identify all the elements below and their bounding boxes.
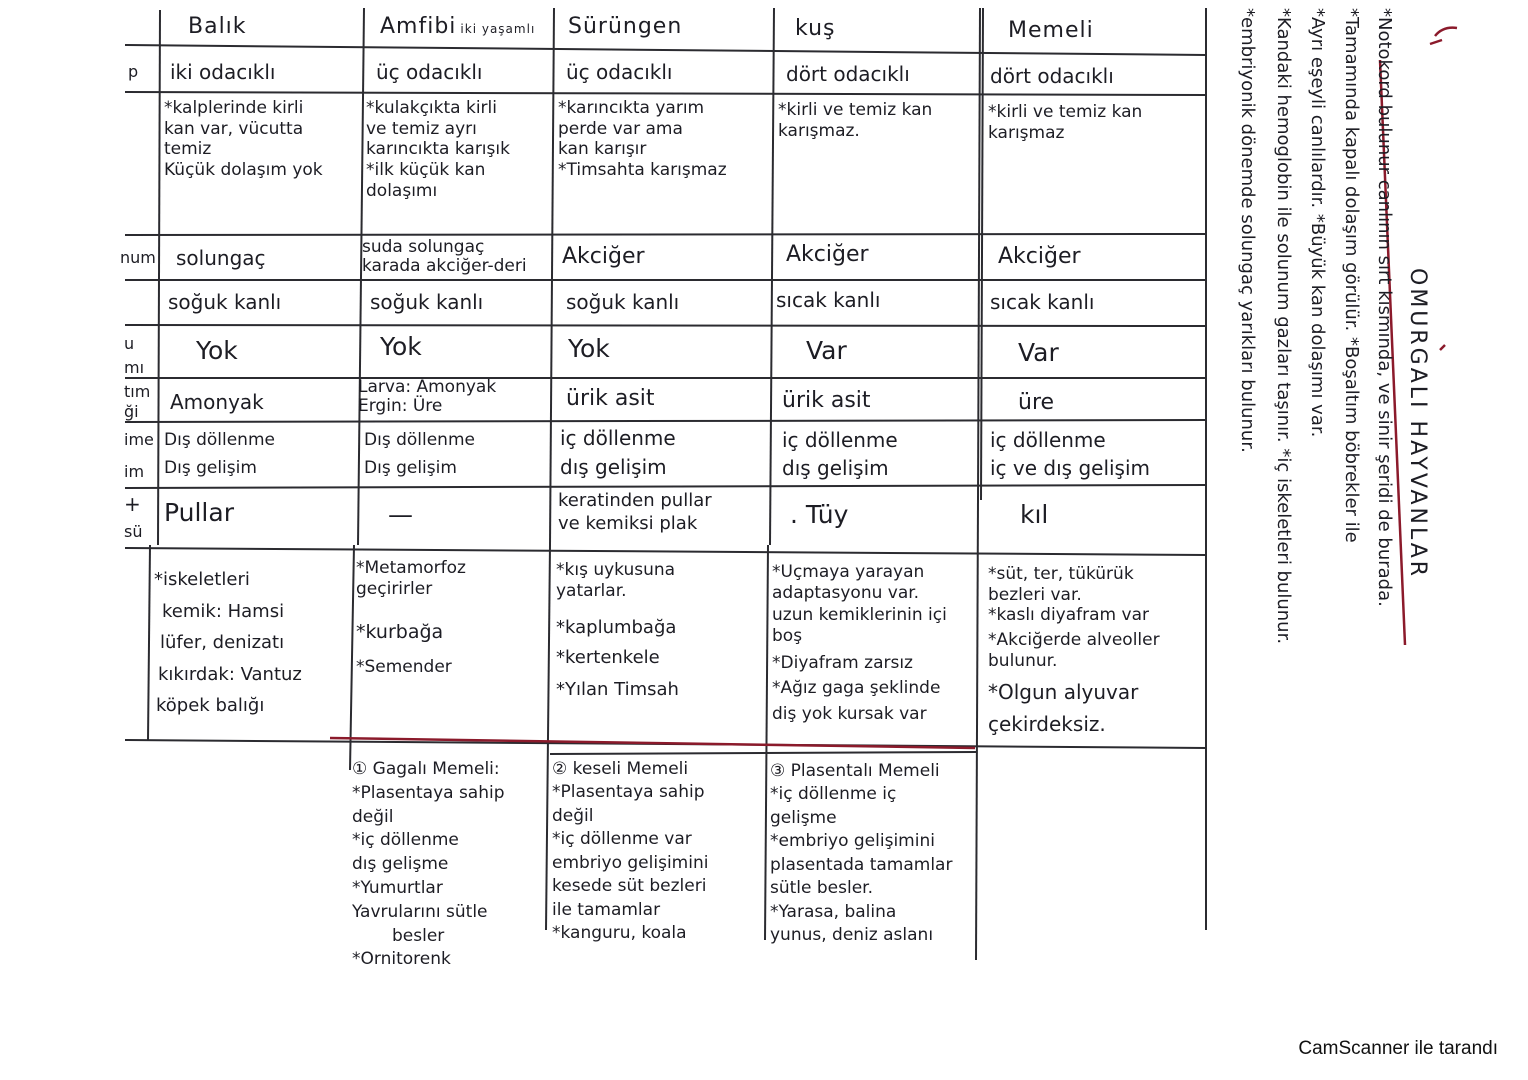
- plasentali-memeli-line: plasentada tamamlar: [770, 854, 953, 875]
- ozellik-balik-line: köpek balığı: [156, 695, 265, 716]
- ozellik-surungen-line: *Yılan Timsah: [556, 679, 679, 701]
- row5-balik: Yok: [196, 336, 238, 365]
- keseli-memeli-line: embriyo gelişimini: [552, 852, 709, 873]
- kan-balik-line: *kalplerinde kirli: [164, 98, 304, 118]
- plasentali-memeli-line: *Yarasa, balina: [770, 901, 897, 922]
- ortu-balik: Pullar: [164, 498, 234, 527]
- dolleme-memeli-line: iç döllenme: [990, 428, 1106, 452]
- kan-amfibi-line: dolaşımı: [366, 180, 438, 201]
- row-label-r9b: sü: [124, 522, 143, 541]
- kan-sicakligi-kus: sıcak kanlı: [776, 288, 881, 312]
- ozellik-kus-line: *Uçmaya yarayan: [772, 562, 925, 582]
- kan-kus: [778, 100, 932, 141]
- ozellik-kus-line: *Diyafram zarsız: [772, 653, 913, 673]
- ozellik-memeli-line: bulunur.: [988, 650, 1058, 671]
- kalp-kus: dört odacıklı: [786, 62, 910, 86]
- bosaltim-amfibi: [358, 378, 496, 415]
- header-memeli: Memeli: [1008, 18, 1094, 43]
- dolleme-balik-line: Dış döllenme: [164, 430, 275, 450]
- kan-amfibi-line: ve temiz ayrı: [366, 118, 477, 139]
- kan-surungen-line: kan karışır: [558, 139, 647, 160]
- bosaltim-amfibi-line: Ergin: Üre: [358, 395, 443, 416]
- side-note-line: *Tamamında kapalı dolaşım görülür. *Boşaltım böbrekler ile: [1341, 8, 1362, 543]
- header-balik: Balık: [188, 14, 247, 39]
- header-surungen: Sürüngen: [568, 14, 683, 39]
- plasentali-memeli: [770, 760, 952, 948]
- gagali-memeli-line: Yavrularını sütle: [352, 901, 488, 922]
- solunum-amfibi: [362, 238, 527, 275]
- kan-amfibi: [366, 98, 510, 202]
- ozellik-amfibi-line: *Semender: [356, 656, 452, 677]
- dolleme-memeli: [990, 426, 1150, 482]
- dolleme-amfibi: [364, 426, 475, 482]
- keseli-memeli-line: ile tamamlar: [552, 899, 661, 920]
- keseli-memeli-line: değil: [552, 805, 594, 826]
- dolleme-kus-line: dış gelişim: [782, 456, 889, 480]
- ozellik-kus-line: adaptasyonu var.: [772, 583, 920, 604]
- ozellik-amfibi-line: geçirirler: [356, 578, 433, 599]
- kan-amfibi-line: *ilk küçük kan: [366, 160, 486, 181]
- dolleme-amfibi-line: Dış gelişim: [364, 458, 457, 479]
- gagali-memeli-line: *Yumurtlar: [352, 877, 443, 898]
- plasentali-memeli-line: yunus, deniz aslanı: [770, 925, 934, 946]
- ozellik-kus-line: uzun kemiklerinin içi: [772, 604, 947, 625]
- solunum-amfibi-line: karada akciğer-deri: [362, 255, 527, 276]
- ozellik-memeli-line: *kaslı diyafram var: [988, 605, 1149, 626]
- solunum-kus: Akciğer: [786, 242, 869, 267]
- ozellik-amfibi-line: *kurbağa: [356, 621, 444, 644]
- plasentali-memeli-line: sütle besler.: [770, 878, 874, 899]
- ozellik-amfibi: [356, 558, 466, 677]
- ozellik-memeli-line: çekirdeksiz.: [988, 712, 1106, 737]
- row-label-r8: im: [124, 462, 145, 481]
- ortu-amfibi: —: [388, 500, 413, 529]
- side-note-line: *Ayrı eşeyli canlılardır. *Büyük kan dolaşımı var.: [1307, 8, 1328, 438]
- dolleme-surungen: [560, 424, 676, 482]
- dolleme-surungen-line: iç döllenme: [560, 426, 676, 450]
- scanner-watermark: CamScanner ile tarandı: [1298, 1038, 1498, 1059]
- row-label-r9a: +: [124, 492, 141, 516]
- header-amfibi: [380, 14, 535, 41]
- keseli-memeli-line: *kanguru, koala: [552, 923, 687, 944]
- bosaltim-surungen: ürik asit: [566, 386, 655, 411]
- ortu-surungen-line: ve kemiksi plak: [558, 512, 698, 534]
- dolleme-memeli-line: iç ve dış gelişim: [990, 456, 1151, 480]
- ortu-kus: . Tüy: [790, 500, 849, 529]
- header-amfibi-note: iki yaşamlı: [460, 22, 536, 36]
- keseli-memeli: [552, 758, 708, 946]
- bosaltim-balik: Amonyak: [170, 390, 264, 414]
- kan-balik-line: kan var, vücutta: [164, 118, 304, 139]
- kan-memeli-line: *kirli ve temiz kan: [988, 102, 1143, 122]
- ozellik-surungen-line: *kaplumbağa: [556, 617, 677, 639]
- side-note-line: *embriyonik dönemde solungaç yarıkları bulunur.: [1237, 8, 1258, 453]
- ozellik-kus-line: *Ağız gaga şeklinde: [772, 678, 941, 699]
- ozellik-memeli-line: *Olgun alyuvar: [988, 679, 1139, 704]
- keseli-memeli-line: *Plasentaya sahip: [552, 782, 705, 803]
- solunum-balik: solungaç: [176, 246, 266, 270]
- ortu-surungen-line: keratinden pullar: [558, 490, 712, 511]
- dolleme-surungen-line: dış gelişim: [560, 455, 667, 479]
- dolleme-amfibi-line: Dış döllenme: [364, 430, 475, 450]
- kalp-surungen: üç odacıklı: [566, 60, 673, 84]
- solunum-surungen: Akciğer: [562, 244, 645, 269]
- row-label-r6a: tım: [124, 382, 151, 401]
- row-label-r5a: u: [124, 334, 135, 353]
- kan-balik: [164, 98, 323, 181]
- kan-kus-line: karışmaz.: [778, 120, 860, 141]
- row-label-r7: ime: [124, 430, 154, 449]
- kan-amfibi-line: karıncıkta karışık: [366, 139, 510, 160]
- row5-memeli: Var: [1018, 338, 1059, 367]
- ozellik-memeli-line: *Akciğerde alveoller: [988, 630, 1160, 651]
- ozellik-balik-line: kıkırdak: Vantuz: [158, 663, 302, 685]
- header-kus: kuş: [795, 16, 836, 41]
- kalp-memeli: dört odacıklı: [990, 64, 1114, 88]
- kalp-balik: iki odacıklı: [170, 60, 276, 84]
- header-amfibi-label: Amfibi: [380, 14, 457, 39]
- row5-amfibi: Yok: [380, 332, 422, 361]
- kan-balik-line: Küçük dolaşım yok: [164, 160, 323, 181]
- solunum-memeli: Akciğer: [998, 244, 1081, 269]
- dolleme-kus: [782, 426, 898, 482]
- kan-surungen-line: *Timsahta karışmaz: [558, 160, 727, 181]
- row5-kus: Var: [806, 336, 847, 365]
- kan-sicakligi-balik: soğuk kanlı: [168, 290, 282, 314]
- ozellik-surungen-line: *kış uykusuna: [556, 560, 676, 580]
- gagali-memeli-line: ① Gagalı Memeli:: [352, 759, 500, 779]
- plasentali-memeli-line: gelişme: [770, 807, 837, 828]
- gagali-memeli-line: *Ornitorenk: [352, 949, 451, 970]
- side-note-line: *Notokord bulunur canlının sırt kısmında, ve sinir şeridi de burada.: [1374, 8, 1395, 607]
- kan-balik-line: temiz: [164, 139, 212, 160]
- bosaltim-kus: ürik asit: [782, 388, 871, 413]
- ortu-memeli: kıl: [1020, 500, 1049, 529]
- keseli-memeli-line: kesede süt bezleri: [552, 876, 707, 897]
- row-label-kalp: p: [128, 62, 139, 81]
- plasentali-memeli-line: ③ Plasentalı Memeli: [770, 761, 940, 781]
- ozellik-balik-line: *iskeletleri: [154, 569, 250, 590]
- ozellik-memeli-line: bezleri var.: [988, 584, 1082, 605]
- kan-surungen-line: perde var ama: [558, 118, 683, 139]
- bosaltim-memeli: üre: [1018, 390, 1055, 415]
- plasentali-memeli-line: *iç döllenme iç: [770, 784, 897, 805]
- kan-memeli-line: karışmaz: [988, 122, 1065, 143]
- gagali-memeli: [352, 758, 505, 972]
- dolleme-kus-line: iç döllenme: [782, 428, 898, 452]
- plasentali-memeli-line: *embriyo gelişimini: [770, 831, 935, 852]
- row-label-solunum: num: [120, 248, 156, 267]
- kan-kus-line: *kirli ve temiz kan: [778, 100, 933, 120]
- ozellik-balik-line: lüfer, denizatı: [160, 632, 285, 653]
- kan-memeli: [988, 102, 1142, 143]
- dolleme-balik-line: Dış gelişim: [164, 458, 257, 479]
- gagali-memeli-line: besler: [392, 925, 445, 946]
- ozellik-surungen: [556, 560, 679, 701]
- kan-surungen-line: *karıncıkta yarım: [558, 98, 705, 118]
- ozellik-memeli: [988, 564, 1160, 736]
- ortu-surungen: [558, 490, 712, 535]
- ozellik-kus-line: diş yok kursak var: [772, 703, 927, 724]
- gagali-memeli-line: dış gelişme: [352, 854, 449, 875]
- solunum-amfibi-line: suda solungaç: [362, 237, 485, 257]
- ozellik-surungen-line: *kertenkele: [556, 647, 660, 669]
- row-label-r6b: ği: [124, 402, 139, 421]
- ozellik-balik: [154, 564, 302, 722]
- ozellik-balik-line: kemik: Hamsi: [162, 600, 285, 622]
- keseli-memeli-line: *iç döllenme var: [552, 829, 692, 850]
- kan-surungen: [558, 98, 727, 181]
- ozellik-memeli-line: *süt, ter, tükürük: [988, 564, 1134, 584]
- dolleme-balik: [164, 426, 275, 482]
- row-label-r5b: mı: [124, 358, 145, 377]
- gagali-memeli-line: *iç döllenme: [352, 830, 459, 851]
- ozellik-kus: [772, 562, 947, 725]
- row5-surungen: Yok: [568, 334, 610, 363]
- keseli-memeli-line: ② keseli Memeli: [552, 759, 689, 779]
- kalp-amfibi: üç odacıklı: [376, 60, 483, 84]
- ozellik-surungen-line: yatarlar.: [556, 580, 627, 601]
- kan-sicakligi-surungen: soğuk kanlı: [566, 290, 680, 314]
- kan-sicakligi-amfibi: soğuk kanlı: [370, 290, 484, 314]
- ozellik-kus-line: boş: [772, 625, 803, 646]
- gagali-memeli-line: değil: [352, 806, 394, 827]
- side-title: OMURGALI HAYVANLAR: [1405, 268, 1430, 580]
- kan-sicakligi-memeli: sıcak kanlı: [990, 290, 1095, 314]
- side-note-line: *Kandaki hemoglobin ile solunum gazları taşınır. *iç iskeletleri bulunur.: [1273, 8, 1294, 645]
- bosaltim-amfibi-line: Larva: Amonyak: [358, 377, 497, 397]
- kan-amfibi-line: *kulakçıkta kirli: [366, 98, 497, 118]
- gagali-memeli-line: *Plasentaya sahip: [352, 782, 505, 803]
- ozellik-amfibi-line: *Metamorfoz: [356, 558, 466, 578]
